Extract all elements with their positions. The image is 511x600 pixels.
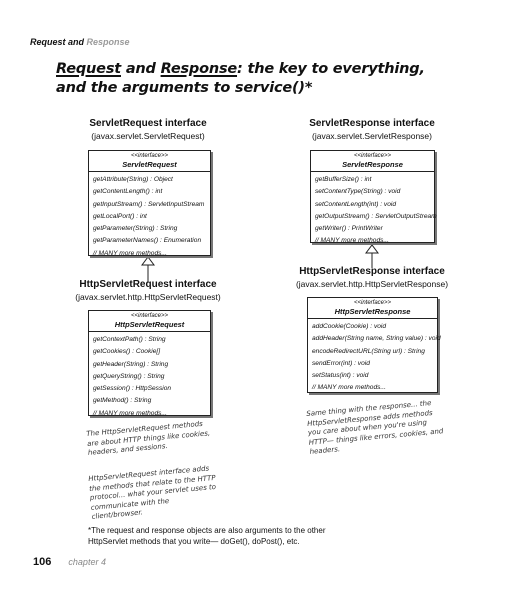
method-item: getOutputStream() : ServletOutputStream (315, 212, 437, 220)
title-line-2: and the arguments to service()* (56, 80, 313, 96)
method-item: getHeader(String) : String (93, 360, 169, 368)
method-item: getParameter(String) : String (93, 225, 178, 233)
footnote (88, 525, 325, 547)
method-item: getAttribute(String) : Object (93, 176, 173, 183)
method-item: setContentType(String) : void (315, 188, 401, 196)
http-servlet-request-name: HttpServletRequest (114, 320, 185, 329)
method-item: sendError(int) : void (312, 359, 370, 367)
running-head-section: Response (86, 37, 130, 47)
footnote-line-1: *The request and response objects are also arguments to the other (88, 526, 326, 535)
http-servlet-request-methods (89, 332, 210, 422)
http-servlet-request-package: (javax.servlet.http.HttpServletRequest) (75, 292, 221, 302)
servlet-request-name: ServletRequest (122, 160, 177, 169)
method-item: getWriter() : PrintWriter (315, 225, 383, 233)
servlet-request-header (89, 151, 210, 172)
page-footer (33, 556, 106, 568)
http-servlet-response-heading: HttpServletResponse interface (299, 266, 445, 277)
servlet-request-stereotype: <<interface>> (130, 153, 169, 159)
http-servlet-response-header (308, 298, 437, 319)
servlet-response-methods (311, 172, 437, 250)
method-item: getCookies() : Cookie[] (93, 348, 161, 356)
title-rest: : the key to everything, (237, 61, 425, 77)
running-head-title: Request and (30, 37, 85, 47)
http-servlet-response-caption (288, 266, 456, 290)
http-servlet-request-box (88, 310, 211, 416)
servlet-response-header (311, 151, 434, 172)
request-note-2: HttpServletRequest interface adds the methods that relate to the HTTP protocol... what your servlet uses to communicate with the client/browser. (88, 464, 217, 521)
method-item: getMethod() : String (93, 397, 152, 405)
method-item: // MANY more methods... (315, 237, 389, 245)
response-note: Same thing with the response... the HttpServletResponse adds methods you care about when you're using HTTP— things like errors, cookies, and headers. (306, 399, 444, 456)
chapter-label: chapter 4 (68, 557, 106, 567)
title-response: Response (160, 61, 238, 77)
http-servlet-request-caption (60, 279, 236, 303)
servlet-request-package: (javax.servlet.ServletRequest) (91, 131, 205, 141)
http-servlet-response-name: HttpServletResponse (334, 307, 411, 316)
method-item: setContentLength(int) : void (315, 200, 397, 208)
page-number: 106 (33, 556, 52, 568)
method-item: getQueryString() : String (93, 372, 165, 380)
method-item: getLocalPort() : int (93, 212, 147, 220)
method-item: getSession() : HttpSession (93, 385, 172, 393)
title-and: and (120, 61, 161, 77)
method-item: // MANY more methods... (93, 409, 167, 417)
method-item: getContextPath() : String (93, 336, 166, 343)
http-servlet-request-heading: HttpServletRequest interface (79, 279, 217, 290)
footnote-line-2: HttpServlet methods that you write— doGet(), doPost(), etc. (88, 537, 300, 546)
method-item: // MANY more methods... (312, 384, 386, 392)
servlet-response-heading: ServletResponse interface (309, 118, 435, 129)
servlet-response-box (310, 150, 435, 243)
servlet-request-caption (62, 118, 234, 142)
method-item: getBufferSize() : int (315, 176, 372, 183)
http-servlet-response-box (307, 297, 441, 393)
http-servlet-response-stereotype: <<interface>> (353, 300, 392, 306)
title-request: Request (56, 61, 121, 77)
servlet-request-box (88, 150, 211, 256)
servlet-response-package: (javax.servlet.ServletResponse) (312, 131, 432, 141)
http-servlet-response-methods (308, 319, 441, 397)
servlet-response-name: ServletResponse (342, 160, 403, 169)
servlet-response-stereotype: <<interface>> (353, 153, 392, 159)
servlet-request-heading: ServletRequest interface (89, 118, 207, 129)
method-item: getContentLength() : int (93, 188, 163, 196)
http-servlet-request-stereotype: <<interface>> (130, 313, 169, 319)
method-item: // MANY more methods... (93, 249, 167, 257)
http-servlet-response-package: (javax.servlet.http.HttpServletResponse) (295, 279, 449, 289)
method-item: getInputStream() : ServletInputStream (93, 200, 205, 208)
servlet-request-methods (89, 172, 210, 262)
method-item: addCookie(Cookie) : void (312, 323, 387, 330)
method-item: encodeRedirectURL(String url) : String (312, 347, 425, 355)
http-servlet-request-header (89, 311, 210, 332)
method-item: addHeader(String name, String value) : void (312, 335, 441, 343)
method-item: setStatus(int) : void (312, 372, 369, 380)
servlet-response-caption (296, 118, 448, 142)
request-note-1: The HttpServletRequest methods are about HTTP things like cookies, headers, and sessions. (86, 419, 211, 457)
method-item: getParameterNames() : Enumeration (93, 237, 202, 245)
